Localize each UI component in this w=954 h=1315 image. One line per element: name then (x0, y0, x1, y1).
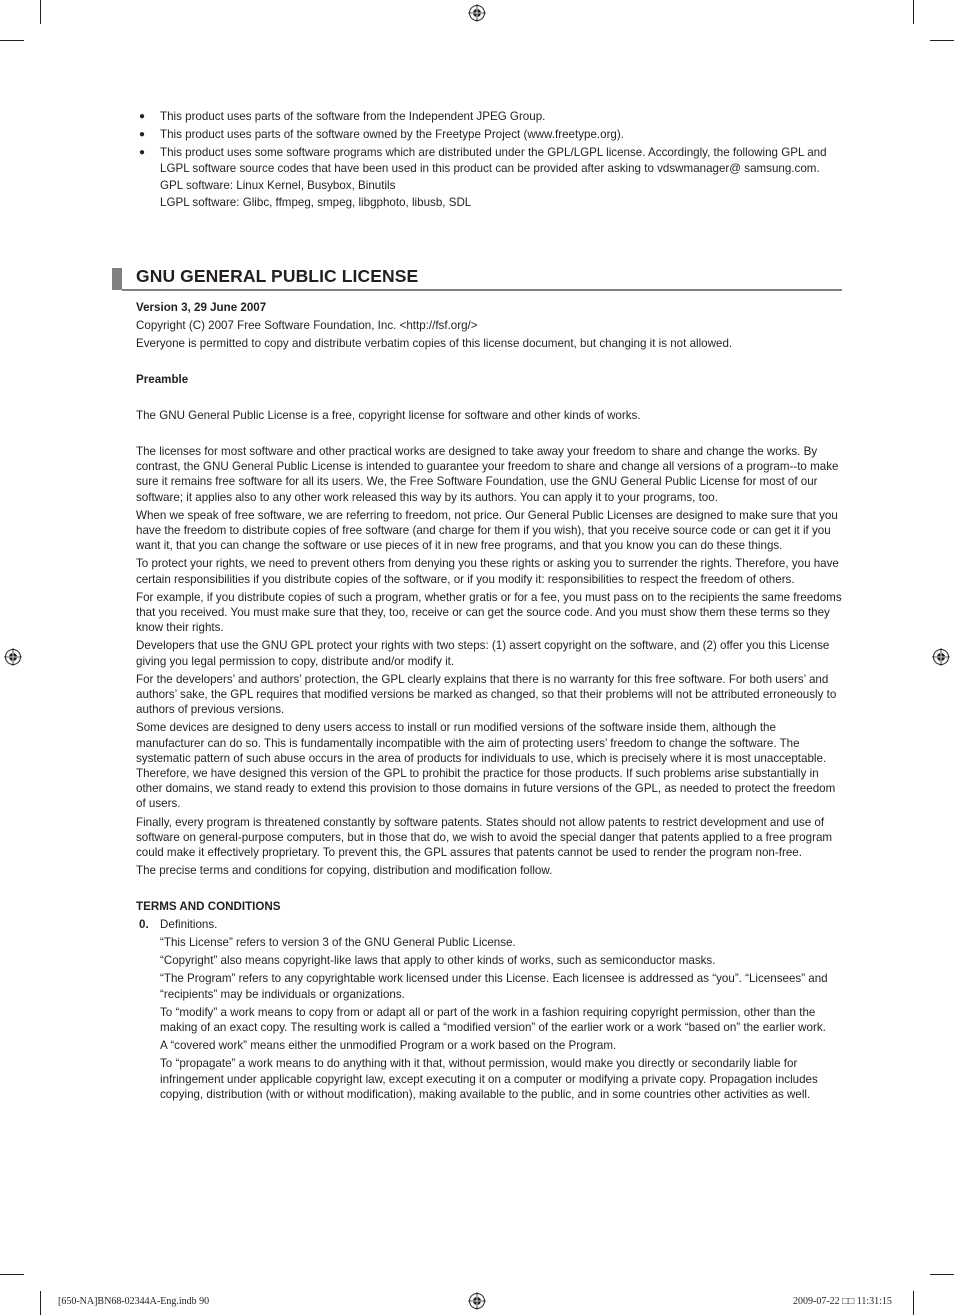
gpl-software-line: GPL software: Linux Kernel, Busybox, Binutils (160, 178, 396, 192)
software-notice-list (136, 109, 836, 213)
version-line: Version 3, 29 June 2007 (136, 301, 267, 314)
heading-underline (122, 289, 842, 291)
crop-mark (913, 1291, 914, 1315)
section-title: GNU GENERAL PUBLIC LICENSE (136, 266, 419, 286)
paragraph: Finally, every program is threatened constantly by software patents. States should not allow patents to restrict development and use of software on general-purpose computers, but in those that do, we wish to avoid the special danger that patents applied to a free program could make it effectively proprietary. To prevent this, the GPL assures that patents cannot be used to render the program non-free. (136, 815, 833, 860)
heading-accent-bar (112, 268, 122, 290)
crop-mark (40, 1291, 41, 1315)
crop-mark (40, 0, 41, 24)
registration-mark-icon (932, 648, 950, 666)
paragraph: To protect your rights, we need to prevent others from denying you these rights or asking you to surrender the rights. Therefore, you have certain responsibilities if you distribute copies of the software, or if you modify it: responsibilities to respect the freedom of others. (136, 557, 839, 586)
paragraph: The precise terms and conditions for copying, distribution and modification follow. (136, 864, 553, 878)
preamble-intro: The GNU General Public License is a free, copyright license for software and other kinds of works. (136, 408, 641, 422)
footer-timestamp: 2009-07-22 □□ 11:31:15 (793, 1296, 892, 1307)
bullet-icon: ● (139, 111, 146, 122)
definition-item: “This License” refers to version 3 of the GNU General Public License. (160, 935, 516, 949)
lgpl-software-line: LGPL software: Glibc, ffmpeg, smpeg, libgphoto, libusb, SDL (160, 196, 472, 210)
terms-heading: TERMS AND CONDITIONS (136, 899, 281, 913)
copyright-line: Copyright (C) 2007 Free Software Foundation, Inc. <http://fsf.org/> (136, 319, 478, 333)
bullet-text: This product uses parts of the software owned by the Freetype Project (www.freetype.org). (160, 128, 624, 142)
crop-mark (0, 40, 24, 41)
list-item (136, 127, 836, 142)
registration-mark-icon (4, 648, 22, 666)
list-item (136, 145, 836, 210)
crop-mark (930, 40, 954, 41)
license-body (136, 300, 844, 1105)
paragraph: For example, if you distribute copies of such a program, whether gratis or for a fee, you must pass on to the recipients the same freedoms that you received. You must make sure that they, too, receive or can get the source code. And you must show them these terms so they know their rights. (136, 590, 842, 635)
footer-file-name: [650-NA]BN68-02344A-Eng.indb 90 (58, 1296, 210, 1307)
definitions-title: Definitions. (160, 917, 218, 931)
definition-item: “The Program” refers to any copyrightable work licensed under this License. Each licensee is addressed as “you”. “Licensees” and “recipients” may be individuals or organizations. (160, 972, 828, 1001)
bullet-text: This product uses some software programs which are distributed under the GPL/LGPL license. Accordingly, the following GPL and LGPL software source codes that have been used in this product can be provided after asking to vdswmanager@ samsung.com. (160, 146, 827, 175)
definition-item: To “propagate” a work means to do anything with it that, without permission, would make you directly or secondarily liable for infringement under applicable copyright law, except executing it on a computer or modifying a private copy. Propagation includes copying, distribution (with or without modification), making available to the public, and in some countries other activities as well. (160, 1057, 818, 1101)
registration-mark-icon (468, 4, 486, 22)
paragraph: The licenses for most software and other practical works are designed to take away your freedom to share and change the works. By contrast, the GNU General Public License is intended to guarantee your freedom to share and change all versions of a program--to make sure it remains free software for all its users. We, the Free Software Foundation, use the GNU General Public License for most of our software; it applies also to any other work released this way by its authors. You can apply it to your programs, too. (136, 445, 839, 504)
paragraph: Developers that use the GNU GPL protect your rights with two steps: (1) assert copyright on the software, and (2) offer you this License giving you legal permission to copy, distribute and/or modify it. (136, 639, 830, 668)
paragraph: For the developers’ and authors’ protection, the GPL clearly explains that there is no warranty for this free software. For both users’ and authors’ sake, the GPL requires that modified versions be marked as changed, so that their problems will not be attributed erroneously to authors of previous versions. (136, 672, 837, 717)
paragraph: When we speak of free software, we are referring to freedom, not price. Our General Public Licenses are designed to make sure that you have the freedom to distribute copies of free software (and charge for them if you wish), that you receive source code or can get it if you want it, that you can change the software or use pieces of it in new free programs, and that you know you can do these things. (136, 508, 838, 553)
definitions-section (136, 917, 844, 1102)
definitions-number: 0. (139, 917, 149, 931)
crop-mark (0, 1274, 24, 1275)
definition-item: A “covered work” means either the unmodified Program or a work based on the Program. (160, 1039, 617, 1053)
bullet-icon: ● (139, 129, 146, 141)
list-item (136, 109, 836, 124)
permission-line: Everyone is permitted to copy and distribute verbatim copies of this license document, but changing it is not allowed. (136, 337, 733, 351)
registration-mark-icon (468, 1292, 486, 1310)
preamble-heading: Preamble (136, 372, 189, 386)
definition-item: “Copyright” also means copyright-like laws that apply to other kinds of works, such as semiconductor masks. (160, 954, 716, 968)
crop-mark (930, 1274, 954, 1275)
bullet-icon: ● (139, 147, 146, 159)
crop-mark (913, 0, 914, 24)
definition-item: To “modify” a work means to copy from or adapt all or part of the work in a fashion requiring copyright permission, other than the making of an exact copy. The resulting work is called a “modified version” of the earlier work or a work “based on” the earlier work. (160, 1005, 826, 1034)
bullet-text: This product uses parts of the software from the Independent JPEG Group. (160, 110, 546, 123)
paragraph: Some devices are designed to deny users access to install or run modified versions of the software inside them, although the manufacturer can do so. This is fundamentally incompatible with the aim of protecting users’ freedom to change the software. The systematic pattern of such abuse occurs in the area of products for individuals to use, which is precisely where it is most unacceptable. Therefore, we have designed this version of the GPL to prohibit the practice for those products. If such problems arise substantially in other domains, we stand ready to extend this provision to those domains in future versions of the GPL, as needed to protect the freedom of users. (136, 721, 836, 811)
